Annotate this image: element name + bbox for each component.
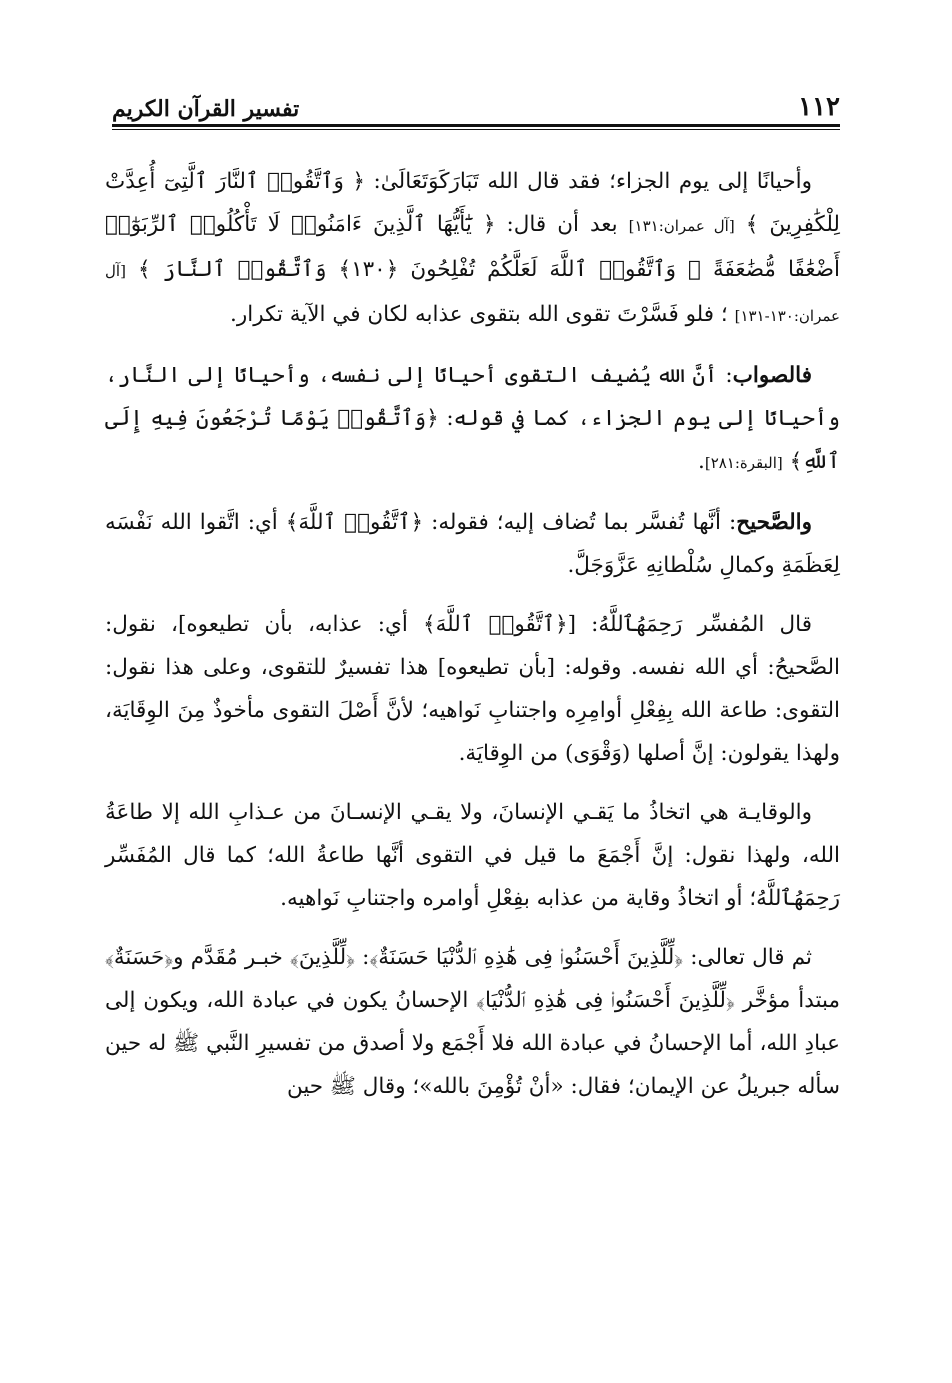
paragraph-text: قال المُفسِّر رَحِمَهُٱللَّهُ: [﴿ٱتَّقُوا۟ ٱللَّهَ﴾ أي: عذابه، بأن تطيعوه]، نقول: الصَّحيحُ: أي الله نفسه. وقوله: [بأن تطيعوه] هذا تفسيرٌ للتقوى، وعلى هذا نقول: التقوى: طاعة الله بِفِعْلِ أوامِرِه واجتنابِ نَواهيه؛ لأنَّ أَصْلَ التقوى مأخوذٌ مِنَ الوِقَايَة، ولهذا يقولون: إنَّ أصلها (وَقْوَى) من الوِقايَة. — [105, 612, 840, 766]
paragraph-text: ثم قال تعالى: ﴿لِّلَّذِينَ أَحْسَنُوا۟ فِى هَٰذِهِ ٱلدُّنْيَا حَسَنَةٌ﴾: ﴿لِّلَّذِينَ﴾ خبـر مُقَدَّم و﴿حَسَنَةٌ﴾ مبتدأ مؤخَّر ﴿لِّلَّذِينَ أَحْسَنُوا۟ فِى هَٰذِهِ ٱلدُّنْيَا﴾ الإحسانُ يكون في عبادة الله، ويكون إلى عبادِ الله، أما الإحسانُ في عبادة الله فلا أَجْمَع ولا أصدق من تفسيرِ النَّبي ﷺ له حين سأله جبريلُ عن الإيمان؛ فقال: «أنْ تُؤْمِنَ بالله»؛ وقال ﷺ حين — [105, 945, 840, 1099]
page-number: ١١٢ — [798, 92, 840, 122]
verse-citation: [البقرة:٢٨١] — [704, 454, 783, 472]
book-title: تفسير القرآن الكريم — [112, 96, 300, 122]
paragraph-2 — [105, 354, 840, 485]
body-text — [105, 160, 840, 1124]
verse-citation: [آل عمران:١٣١] — [628, 217, 735, 235]
paragraph-6 — [105, 936, 840, 1108]
header-rule-thin — [112, 129, 840, 130]
verse-citation: [آل عمران:١٣٠-١٣١] — [105, 262, 840, 325]
paragraph-4 — [105, 603, 840, 775]
paragraph-5 — [105, 791, 840, 920]
paragraph-3 — [105, 501, 840, 587]
running-header — [112, 86, 840, 122]
header-rule-thick — [112, 124, 840, 127]
paragraph-text: والوقايـة هي اتخاذُ ما يَقـي الإنسانَ، ولا يقـي الإنسـانَ من عـذابِ الله إلا طاعَةُ الله، ولهذا نقول: إنَّ أَجْمَعَ ما قيل في التقوى أنَّها طاعةُ الله؛ كما قال المُفَسِّر رَحِمَهُٱللَّهُ؛ أو اتخاذُ وقاية من عذابه بفِعْلِ أوامره واجتنابِ نَواهيه. — [105, 800, 840, 911]
paragraph-1 — [105, 160, 840, 338]
paragraph-text: : أنَّها تُفسَّر بما تُضاف إليه؛ فقوله: ﴿ٱتَّقُوا۟ ٱللَّهَ﴾ أي: اتَّقوا الله نَفْسَه لِعَظَمَةِ وكمالِ سُلْطانِهِ عَزَّوَجَلَّ. — [105, 510, 840, 578]
paragraph-text: : أنَّ الله يُضيف التقوى أحيانًا إلى نفسه، وأحيانًا إلى النَّار، وأحيانًا إلى يوم الجزاء، كما في قوله: ﴿وَٱتَّقُوا۟ يَوْمًا تُرْجَعُونَ فِيهِ إِلَى ٱللَّهِ﴾ — [105, 363, 840, 474]
paragraph-text: وأحيانًا إلى يوم الجزاء؛ فقد قال الله تَبَارَكَوَتَعَالَىٰ: ﴿ وَٱتَّقُوا۟ ٱلنَّارَ ٱلَّتِىٓ أُعِدَّتْ لِلْكَٰفِرِينَ ﴾ — [105, 169, 840, 237]
paragraph-lead: فالصواب — [732, 363, 812, 388]
paragraph-text: . — [697, 449, 705, 474]
paragraph-text: ؛ فلو فَسَّرْتَ تقوى الله بتقوى عذابه لكان في الآية تكرار. — [230, 302, 728, 327]
paragraph-lead: والصَّحيح — [736, 510, 812, 535]
paragraph-text: بعد أن قال: ﴿ يَٰٓأَيُّهَا ٱلَّذِينَ ءَامَنُوا۟ لَا تَأْكُلُوا۟ ٱلرِّبَوٰٓا۟ أَضْعَٰفًا مُّضَٰعَفَةً ۖ وَٱتَّقُوا۟ ٱللَّهَ لَعَلَّكُمْ تُفْلِحُونَ ﴿١٣٠﴾ وَٱتَّقُوا۟ ٱلنَّارَ ﴾ — [105, 212, 840, 282]
